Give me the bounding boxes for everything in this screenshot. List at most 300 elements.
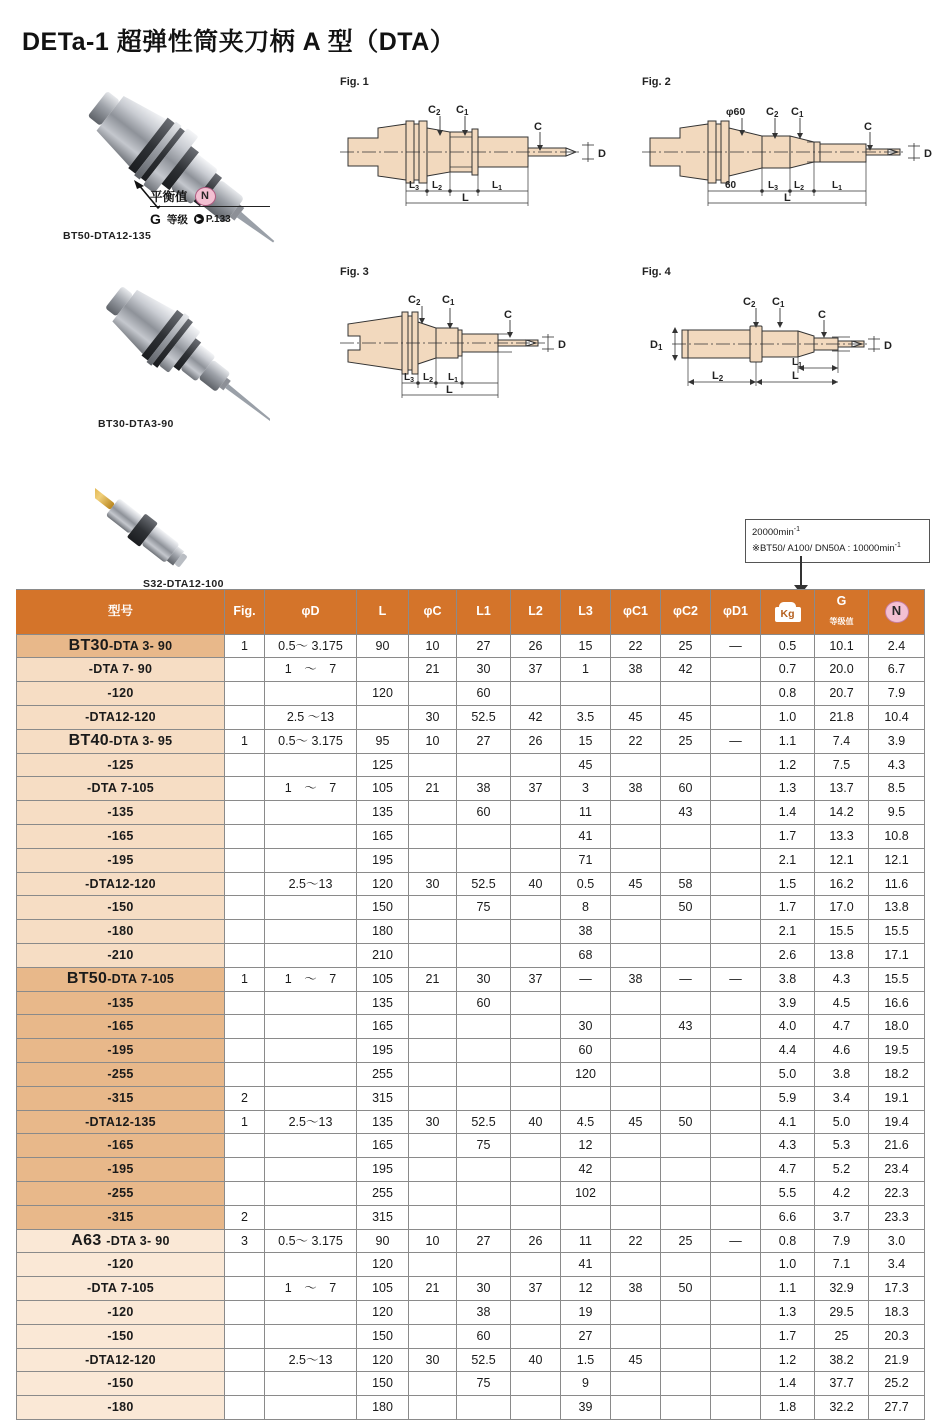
cell-phi-d (265, 824, 357, 848)
cell-l3: 45 (561, 753, 611, 777)
cell-weight: 1.1 (761, 1277, 815, 1301)
cell-phi-c1 (611, 1039, 661, 1063)
cell-phi-d1 (711, 872, 761, 896)
cell-phi-c2 (661, 1324, 711, 1348)
svg-text:L2: $L_2$ (432, 180, 443, 192)
figure-3-drawing (340, 278, 625, 406)
cell-l2 (511, 1205, 561, 1229)
cell-l: 150 (357, 896, 409, 920)
cell-l3: 120 (561, 1062, 611, 1086)
cell-phi-d1 (711, 1158, 761, 1182)
table-row[interactable] (17, 705, 925, 729)
cell-fig (225, 848, 265, 872)
cell-l3: 12 (561, 1277, 611, 1301)
table-row[interactable] (17, 753, 925, 777)
model-suffix: -210 (107, 947, 134, 962)
cell-n: 3.9 (869, 729, 925, 753)
figure-1 (340, 76, 625, 218)
model-suffix: -180 (107, 1400, 134, 1415)
cell-phi-d (265, 848, 357, 872)
cell-phi-c2 (661, 920, 711, 944)
cell-fig (225, 753, 265, 777)
page-title: DETa-1 超弹性筒夹刀柄 A 型（DTA） (22, 28, 456, 56)
cell-l: 95 (357, 729, 409, 753)
cell-phi-d (265, 1062, 357, 1086)
table-row[interactable] (17, 777, 925, 801)
table-row[interactable] (17, 801, 925, 825)
table-row[interactable] (17, 1110, 925, 1134)
cell-phi-c: 30 (409, 705, 457, 729)
cell-l2 (511, 1253, 561, 1277)
cell-l2: 40 (511, 1110, 561, 1134)
model-suffix: -DTA12-135 (85, 1114, 156, 1129)
cell-l2: 26 (511, 634, 561, 658)
cell-n: 18.0 (869, 1015, 925, 1039)
cell-l1 (457, 1396, 511, 1420)
cell-phi-c2: 58 (661, 872, 711, 896)
cell-model (17, 872, 225, 896)
cell-l: 105 (357, 1277, 409, 1301)
cell-phi-c1: 38 (611, 1277, 661, 1301)
cell-n: 19.5 (869, 1039, 925, 1063)
cell-fig (225, 920, 265, 944)
model-suffix: -315 (107, 1090, 134, 1105)
cell-grade: 25 (815, 1324, 869, 1348)
cell-phi-d1 (711, 1039, 761, 1063)
cell-phi-c1: 22 (611, 729, 661, 753)
cell-l: 120 (357, 1348, 409, 1372)
svg-text:C2: C2 (428, 104, 441, 117)
cell-model (17, 1348, 225, 1372)
cell-l3: — (561, 967, 611, 991)
cell-phi-d (265, 1300, 357, 1324)
table-row[interactable] (17, 1324, 925, 1348)
cell-n: 4.3 (869, 753, 925, 777)
cell-phi-d1 (711, 1396, 761, 1420)
cell-l: 180 (357, 920, 409, 944)
cell-fig (225, 1158, 265, 1182)
cell-l1: 52.5 (457, 1348, 511, 1372)
cell-phi-c2 (661, 943, 711, 967)
model-suffix: -DTA 3- 95 (108, 733, 173, 748)
cell-l2: 37 (511, 1277, 561, 1301)
figure-3 (340, 266, 625, 411)
cell-l3: 102 (561, 1181, 611, 1205)
cell-fig (225, 1277, 265, 1301)
cell-phi-c2 (661, 1372, 711, 1396)
cell-n: 23.3 (869, 1205, 925, 1229)
cell-l1 (457, 1086, 511, 1110)
cell-l: 165 (357, 824, 409, 848)
cell-weight: 2.6 (761, 943, 815, 967)
cell-n: 6.7 (869, 658, 925, 682)
cell-fig (225, 705, 265, 729)
cell-phi-c1 (611, 848, 661, 872)
cell-l: 120 (357, 682, 409, 706)
cell-l2 (511, 1039, 561, 1063)
cell-grade: 4.3 (815, 967, 869, 991)
cell-weight: 1.7 (761, 1324, 815, 1348)
cell-weight: 1.0 (761, 705, 815, 729)
cell-l: 315 (357, 1205, 409, 1229)
cell-l3: 60 (561, 1039, 611, 1063)
cell-l1: 75 (457, 896, 511, 920)
cell-weight: 3.8 (761, 967, 815, 991)
cell-l1 (457, 920, 511, 944)
svg-text:C1: C1 (791, 106, 804, 119)
model-suffix: -120 (107, 1304, 134, 1319)
cell-fig: 2 (225, 1086, 265, 1110)
cell-weight: 1.2 (761, 753, 815, 777)
cell-l: 150 (357, 1324, 409, 1348)
cell-n: 11.6 (869, 872, 925, 896)
cell-phi-c2 (661, 682, 711, 706)
cell-n: 16.6 (869, 991, 925, 1015)
cell-l3: 41 (561, 824, 611, 848)
cell-n: 7.9 (869, 682, 925, 706)
model-brand: BT40 (68, 731, 109, 749)
cell-weight: 0.5 (761, 634, 815, 658)
cell-fig (225, 824, 265, 848)
cell-n: 15.5 (869, 920, 925, 944)
cell-phi-c1 (611, 1396, 661, 1420)
table-row[interactable] (17, 1300, 925, 1324)
cell-l: 150 (357, 1372, 409, 1396)
cell-phi-c1 (611, 943, 661, 967)
cell-grade: 10.1 (815, 634, 869, 658)
cell-model (17, 1062, 225, 1086)
cell-grade: 29.5 (815, 1300, 869, 1324)
cell-l1: 38 (457, 1300, 511, 1324)
speed-note-sup-1: -1 (793, 526, 800, 533)
cell-n: 23.4 (869, 1158, 925, 1182)
table-row[interactable] (17, 1158, 925, 1182)
cell-phi-c2: — (661, 967, 711, 991)
table-row[interactable] (17, 682, 925, 706)
model-suffix: -150 (107, 900, 134, 915)
cell-l1: 27 (457, 634, 511, 658)
col-header-grade: G 等级值 (815, 590, 869, 635)
cell-phi-d1 (711, 1086, 761, 1110)
figure-4 (642, 266, 932, 411)
cell-phi-d1: — (711, 634, 761, 658)
cell-phi-c: 21 (409, 777, 457, 801)
table-row[interactable] (17, 967, 925, 991)
cell-phi-d (265, 1039, 357, 1063)
col-header-grade-sub: 等级值 (829, 616, 854, 626)
cell-grade: 3.8 (815, 1062, 869, 1086)
cell-l3: 19 (561, 1300, 611, 1324)
cell-l1: 38 (457, 777, 511, 801)
cell-l: 255 (357, 1181, 409, 1205)
table-header-row (17, 590, 925, 635)
cell-grade: 7.5 (815, 753, 869, 777)
cell-phi-d1 (711, 1134, 761, 1158)
cell-l: 195 (357, 1158, 409, 1182)
svg-text:60: 60 (725, 180, 737, 191)
cell-l2: 40 (511, 872, 561, 896)
table-row[interactable] (17, 872, 925, 896)
col-header-l3: L3 (561, 590, 611, 635)
n-badge-icon: N (195, 187, 216, 206)
cell-grade: 38.2 (815, 1348, 869, 1372)
cell-phi-c1: 45 (611, 1348, 661, 1372)
grade-letter: G (150, 211, 161, 227)
cell-l1 (457, 1181, 511, 1205)
cell-n: 18.3 (869, 1300, 925, 1324)
table-row[interactable] (17, 1396, 925, 1420)
cell-l1: 75 (457, 1372, 511, 1396)
cell-phi-c: 30 (409, 1348, 457, 1372)
table-row[interactable] (17, 1348, 925, 1372)
cell-fig (225, 1324, 265, 1348)
cell-phi-c (409, 943, 457, 967)
cell-phi-c2: 50 (661, 1110, 711, 1134)
cell-phi-d: 0.5～ 3.175 (265, 1229, 357, 1253)
cell-phi-c (409, 848, 457, 872)
cell-l3: 3 (561, 777, 611, 801)
table-row[interactable] (17, 991, 925, 1015)
cell-n: 18.2 (869, 1062, 925, 1086)
figure-2-label: Fig. 2 (642, 76, 671, 88)
svg-text:D: D (558, 339, 566, 351)
figure-3-label: Fig. 3 (340, 266, 369, 278)
table-row[interactable] (17, 658, 925, 682)
model-brand: BT50 (66, 969, 108, 987)
cell-l1: 30 (457, 1277, 511, 1301)
cell-grade: 4.7 (815, 1015, 869, 1039)
cell-grade: 32.2 (815, 1396, 869, 1420)
cell-grade: 4.2 (815, 1181, 869, 1205)
cell-weight: 1.2 (761, 1348, 815, 1372)
cell-l3: 8 (561, 896, 611, 920)
table-row[interactable] (17, 729, 925, 753)
cell-model (17, 1277, 225, 1301)
cell-phi-c1 (611, 1158, 661, 1182)
cell-fig (225, 1062, 265, 1086)
col-header-weight (761, 590, 815, 635)
cell-phi-c1 (611, 1324, 661, 1348)
cell-l: 135 (357, 801, 409, 825)
cell-phi-d1 (711, 1205, 761, 1229)
svg-text:C2: C2 (743, 296, 756, 309)
table-row[interactable] (17, 943, 925, 967)
cell-grade: 15.5 (815, 920, 869, 944)
cell-phi-c2 (661, 1396, 711, 1420)
arrow-circle-icon: ▶ (194, 214, 204, 224)
figure-2 (642, 76, 932, 218)
cell-model (17, 824, 225, 848)
figure-4-drawing (642, 278, 932, 406)
cell-phi-d: 2.5 ～13 (265, 705, 357, 729)
table-row[interactable] (17, 1039, 925, 1063)
cell-phi-d (265, 801, 357, 825)
cell-l2 (511, 1372, 561, 1396)
cell-l2 (511, 1181, 561, 1205)
cell-n: 17.3 (869, 1277, 925, 1301)
cell-weight: 0.8 (761, 682, 815, 706)
table-row[interactable] (17, 920, 925, 944)
photo-caption-3: S32-DTA12-100 (143, 578, 224, 590)
cell-l1: 52.5 (457, 872, 511, 896)
cell-phi-d1 (711, 1372, 761, 1396)
cell-l: 255 (357, 1062, 409, 1086)
cell-fig: 3 (225, 1229, 265, 1253)
cell-fig: 2 (225, 1205, 265, 1229)
cell-l: 135 (357, 1110, 409, 1134)
cell-phi-c2 (661, 848, 711, 872)
cell-phi-d: 0.5～ 3.175 (265, 729, 357, 753)
cell-l3: 11 (561, 801, 611, 825)
cell-l1 (457, 824, 511, 848)
table-row[interactable] (17, 1062, 925, 1086)
cell-l3 (561, 682, 611, 706)
table-row[interactable] (17, 1015, 925, 1039)
cell-fig: 1 (225, 967, 265, 991)
cell-l1: 60 (457, 682, 511, 706)
cell-phi-d1 (711, 1062, 761, 1086)
model-brand: BT30 (68, 636, 109, 654)
specification-table-wrap (16, 589, 924, 1420)
cell-grade: 7.9 (815, 1229, 869, 1253)
table-row[interactable] (17, 634, 925, 658)
cell-n: 27.7 (869, 1396, 925, 1420)
cell-phi-c1 (611, 991, 661, 1015)
svg-text:D: D (924, 148, 932, 160)
cell-l1: 30 (457, 967, 511, 991)
table-row[interactable] (17, 1134, 925, 1158)
svg-text:C1: C1 (456, 104, 469, 117)
cell-weight: 0.8 (761, 1229, 815, 1253)
cell-model (17, 1229, 225, 1253)
cell-l1: 60 (457, 801, 511, 825)
cell-phi-c (409, 1372, 457, 1396)
cell-phi-d (265, 753, 357, 777)
cell-phi-c2: 60 (661, 777, 711, 801)
cell-phi-d (265, 1205, 357, 1229)
cell-l2: 26 (511, 1229, 561, 1253)
cell-phi-c2 (661, 1062, 711, 1086)
cell-phi-c (409, 896, 457, 920)
table-row[interactable] (17, 1229, 925, 1253)
table-row[interactable] (17, 1372, 925, 1396)
cell-grade: 13.3 (815, 824, 869, 848)
col-header-model: 型号 (17, 590, 225, 635)
cell-n: 8.5 (869, 777, 925, 801)
cell-phi-c (409, 682, 457, 706)
cell-weight: 1.0 (761, 1253, 815, 1277)
cell-l1: 52.5 (457, 705, 511, 729)
cell-phi-d: 1 ～ 7 (265, 777, 357, 801)
cell-phi-c2 (661, 1181, 711, 1205)
grade-sub-label: 等级 (166, 213, 188, 226)
page-reference-link[interactable] (194, 214, 231, 225)
svg-text:L1: $L_1$ (792, 357, 803, 369)
table-row[interactable] (17, 1181, 925, 1205)
cell-phi-c2: 25 (661, 1229, 711, 1253)
cell-n: 22.3 (869, 1181, 925, 1205)
cell-phi-d (265, 1253, 357, 1277)
table-row[interactable] (17, 1205, 925, 1229)
cell-l1 (457, 1015, 511, 1039)
cell-model (17, 753, 225, 777)
col-header-phi-c2: φC2 (661, 590, 711, 635)
col-header-l1: L1 (457, 590, 511, 635)
cell-phi-d (265, 1158, 357, 1182)
cell-weight: 4.4 (761, 1039, 815, 1063)
cell-weight: 1.4 (761, 1372, 815, 1396)
cell-n: 2.4 (869, 634, 925, 658)
table-row[interactable] (17, 1253, 925, 1277)
cell-phi-c (409, 920, 457, 944)
cell-phi-d1: — (711, 729, 761, 753)
cell-weight: 5.0 (761, 1062, 815, 1086)
cell-phi-c (409, 1253, 457, 1277)
callout-arrow-icon (128, 178, 164, 212)
cell-l3: 15 (561, 634, 611, 658)
cell-phi-c1 (611, 801, 661, 825)
svg-text:L: L (784, 192, 791, 204)
table-row[interactable] (17, 824, 925, 848)
table-row[interactable] (17, 848, 925, 872)
cell-phi-c1 (611, 1205, 661, 1229)
cell-n: 17.1 (869, 943, 925, 967)
cell-l3 (561, 991, 611, 1015)
table-row[interactable] (17, 896, 925, 920)
cell-n: 3.0 (869, 1229, 925, 1253)
model-suffix: -DTA 7-105 (107, 971, 175, 986)
cell-phi-c2 (661, 1300, 711, 1324)
model-suffix: -195 (107, 1043, 134, 1058)
cell-l: 125 (357, 753, 409, 777)
cell-l3: 9 (561, 1372, 611, 1396)
cell-weight: 1.3 (761, 1300, 815, 1324)
cell-phi-c1 (611, 1253, 661, 1277)
cell-l3: 11 (561, 1229, 611, 1253)
cell-phi-c2: 42 (661, 658, 711, 682)
cell-l: 120 (357, 872, 409, 896)
svg-text:L: L (446, 384, 453, 396)
cell-phi-d1 (711, 1181, 761, 1205)
svg-text:C1: C1 (442, 294, 455, 307)
table-row[interactable] (17, 1086, 925, 1110)
cell-phi-c2: 50 (661, 896, 711, 920)
cell-phi-d1 (711, 753, 761, 777)
table-row[interactable] (17, 1277, 925, 1301)
cell-fig (225, 1015, 265, 1039)
col-header-phi-c: φC (409, 590, 457, 635)
cell-fig: 1 (225, 729, 265, 753)
balance-callout (150, 186, 270, 229)
cell-grade: 12.1 (815, 848, 869, 872)
cell-phi-c2 (661, 824, 711, 848)
cell-l2 (511, 1015, 561, 1039)
specification-table (16, 589, 925, 1420)
cell-n: 10.8 (869, 824, 925, 848)
cell-l2 (511, 1300, 561, 1324)
cell-phi-d (265, 1086, 357, 1110)
svg-text:L3: $L_3$ (768, 180, 779, 192)
model-suffix: -120 (107, 1257, 134, 1272)
cell-grade: 17.0 (815, 896, 869, 920)
cell-l: 315 (357, 1086, 409, 1110)
model-suffix: -DTA 7-105 (87, 781, 154, 796)
model-suffix: -150 (107, 1376, 134, 1391)
cell-model (17, 801, 225, 825)
svg-text:C: C (864, 121, 872, 133)
cell-l: 195 (357, 1039, 409, 1063)
cell-l3: 1 (561, 658, 611, 682)
